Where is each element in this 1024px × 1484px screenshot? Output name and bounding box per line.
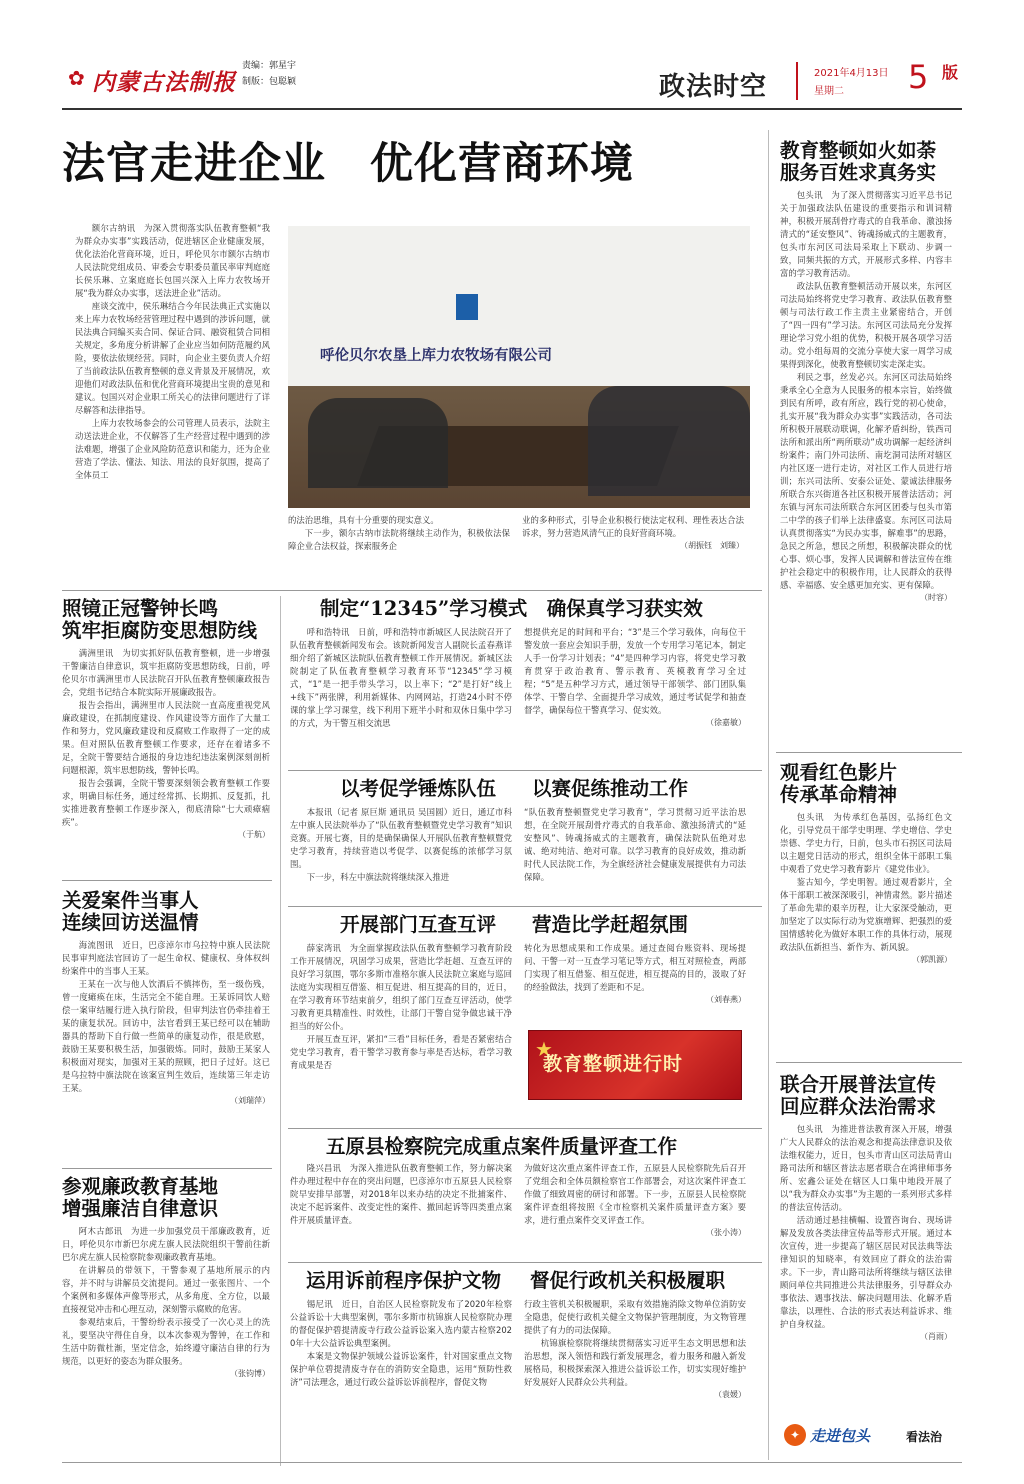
article-title: 连续回访送温情: [62, 911, 199, 935]
right-article-3: [780, 1074, 952, 1342]
baotou-logo-icon: ✦: [784, 1424, 806, 1446]
issue-weekday: 星期二: [814, 86, 844, 97]
center-rule-4: [288, 1262, 762, 1263]
issue-date: 2021年4月13日: [814, 68, 889, 79]
center-article-8-text: [524, 1298, 746, 1400]
walk-into-baotou-banner: [784, 1422, 962, 1452]
article-paragraph: 锡尼讯 近日，自治区人民检察院发布了2020年检察公益诉讼十大典型案例，鄂尔多斯市杭锦旗人民检察院办理的督促保护碧提清废寺行政公益诉讼案入选内蒙古检察2020年十大公益诉讼典型案例。: [290, 1299, 512, 1348]
lead-byline: （胡振钰 刘臻）: [680, 541, 744, 550]
center-article-8-title: 督促行政机关积极履职: [530, 1269, 726, 1292]
right-column-divider: [768, 130, 769, 1460]
article-paragraph: 隆兴昌讯 为深入推进队伍教育整顿工作，努力解决案件办理过程中存在的突出问题，巴彦淖尔市五原县人民检察院早安排早部署，对2018年以来办结的决定不批捕案件、决定不起诉案件、改变定性的案件、撤回起诉等四类重点案件开展质量评查。: [290, 1163, 512, 1225]
center-article-4-text: [290, 942, 512, 1072]
banner-tagline: 看法治: [906, 1430, 943, 1444]
article-paragraph: 参观结束后，干警纷纷表示接受了一次心灵上的洗礼，要坚决守得住自身，以本次参观为警钟，在工作和生活中防微杜渐，坚定信念，始终遵守廉洁自律的行为规范，以更好的姿态为群众服务。: [62, 1316, 270, 1366]
center-article-6-title: 五原县检察院完成重点案件质量评查工作: [326, 1135, 678, 1158]
page-bottom-rule: [62, 1462, 962, 1463]
center-rule-1: [288, 770, 762, 771]
article-paragraph: 报告会指出，满洲里市人民法院一直高度重视党风廉政建设，在抓制度建设、作风建设等方面作了大量工作和努力，党风廉政建设和反腐败工作取得了一定的成果。但对照队伍教育整顿工作要求，还存在着诸多不足，全院干警要结合通报的身边违纪违法案例深刻剖析问题根源，筑牢思想防线，警钟长鸣。: [62, 699, 270, 775]
center-rule-2: [288, 906, 762, 907]
article-byline: （徐嘉敏）: [706, 718, 746, 727]
lead-paragraph: 下一步，额尔古纳市法院将继续主动作为，积极依法保障企业合法权益，探索服务企: [288, 528, 510, 551]
left-rule-1: [62, 880, 272, 881]
left-article-3: [62, 1176, 270, 1379]
center-article-5-title: 营造比学赶超氛围: [532, 913, 689, 936]
article-paragraph: 海流图讯 近日，巴彦淖尔市乌拉特中旗人民法院民事审判庭法官回访了一起生命权、健康权、身体权纠纷案件中的当事人王某。: [62, 939, 270, 976]
photo-people-right: [588, 386, 750, 496]
photo-people-left: [308, 398, 448, 488]
center-rule-3: [288, 1128, 762, 1129]
center-article-2-title: 以考促学锤炼队伍: [340, 777, 497, 800]
article-byline: （肖雨）: [920, 1331, 952, 1341]
article-paragraph: 呼和浩特讯 日前，呼和浩特市新城区人民法院召开了队伍教育整顿新闻发布会。该院新闻发言人副院长孟春燕详细介绍了新城区法院队伍教育整顿工作开展情况。新城区法院制定了队伍教育整顿学习教育环节“12345”学习模式，“1”是一把手带头学习，以上率下；“2”是打好“线上+线下”两张牌，利用新媒体、内网网站，打造24小时不停课的掌上学习课堂，线下利用下班半小时和双休日集中学习的方式，为干警互相交流思: [290, 627, 512, 728]
center-article-6-right: [524, 1162, 746, 1238]
editor-credit: 责编：郭星宇: [242, 61, 297, 71]
article-paragraph: 为做好这次重点案件评查工作，五原县人民检察院先后召开了党组会和全体员额检察官工作部署会，对这次案件评查工作做了细致周密的研讨和部署。下一步，五原县人民检察院案件评查组将按照《全市检察机关案件质量评查方案》要求，进行重点案件交叉评查工作。: [524, 1163, 746, 1225]
lead-paragraph: 座谈交流中，侯乐琳结合今年民法典正式实施以来上库力农牧场经营管理过程中遇到的涉诉问题，就民法典合同编买卖合同、保证合同、融资租赁合同相关规定，多角度分析讲解了企业应当如何防范履约风险，要依法依规经营。同时，向企业主要负责人介绍了当前政法队伍教育整顿的意义背景及开展情况，欢迎他们对政法队伍和优化营商环境提出宝贵的意见和建议。包国兴对企业职工所关心的法律问题进行了详尽解答和法律指导。: [75, 301, 270, 415]
lead-title: 法官走进企业 优化营商环境: [62, 139, 634, 189]
center-article-5-text: [524, 942, 746, 1005]
article-paragraph: 政法队伍教育整顿活动开展以来，东河区司法局始终将党史学习教育、政法队伍教育整顿与司法行政工作主责主业紧密结合，开创了“四一四有”学习法。东河区司法局充分发挥理论学习党小组的优势，积极开展各项学习活动。党小组每周的交流分享使大家一周学习成果得到深化，使教育整顿切实走深走实。: [780, 280, 952, 369]
article-paragraph: 包头讯 为推进普法教育深入开展，增强广大人民群众的法治观念和提高法律意识及依法维权能力，近日，包头市青山区司法局青山路司法所和辖区普法志愿者联合在鸿律师事务所、宏鑫公证处在辖区人口集中地段开展了以“我为群众办实事”为主题的一系列形式多样的普法宣传活动。: [780, 1123, 952, 1212]
article-paragraph: 活动通过悬挂横幅、设置咨询台、现场讲解及发放各类法律宣传品等形式开展。通过本次宣传，进一步提高了辖区居民对民法典等法律知识的知晓率，有效回应了群众的法治需求。下一步，青山路司法所将继续与辖区法律顾问单位共同推进公共法律服务，引导群众办事依法、遇事找法、解决问题用法、化解矛盾靠法，以理性、合法的形式表达利益诉求、维护自身权益。: [780, 1214, 952, 1329]
center-article-3-title: 以赛促练推动工作: [532, 777, 689, 800]
article-title: 回应群众法治需求: [780, 1095, 937, 1119]
center-article-1-left: [290, 626, 512, 730]
lead-bottom-rule: [62, 590, 762, 591]
lead-paragraph: 上库力农牧场参会的公司管理人员表示，法院主动送法进企业，不仅解答了生产经营过程中遇到的涉法难题，增强了企业风险防范意识和能力，还为企业营造了学法、懂法、知法、用法的良好氛围，提高了全体员工: [75, 418, 270, 480]
page-suffix: 版: [942, 63, 959, 82]
center-article-7-text: [290, 1298, 512, 1389]
center-article-4-title: 开展部门互查互评: [340, 913, 497, 936]
right-article-1: [780, 140, 952, 603]
article-paragraph: 本案是文物保护领域公益诉讼案件，针对国家重点文物保护单位碧提清废寺存在的消防安全隐患，运用“预防性救济”司法理念，通过行政公益诉讼诉前程序，督促文物: [290, 1351, 512, 1387]
page-number: 5: [908, 58, 929, 96]
article-title: 关爱案件当事人: [62, 889, 199, 912]
article-title: 服务百姓求真务实: [780, 161, 937, 185]
left-rule-2: [62, 1168, 272, 1169]
article-paragraph: 在讲解员的带领下，干警参观了基地所展示的内容，并不时与讲解员交流提问。通过一张张图片、一个个案例和多媒体声像等形式，从多角度、全方位，以最直接视觉冲击和心理互动，深刻警示腐败的危害。: [62, 1264, 270, 1314]
photo-sign-text: 呼伦贝尔农垦上库力农牧场有限公司: [320, 348, 552, 364]
article-paragraph: 利民之事，丝发必兴。东河区司法局始终秉承全心全意为人民服务的根本宗旨，始终做到民有所呼，政有所应，践行党的初心使命，扎实开展“我为群众办实事”实践活动，各司法所积极开展联动联调，化解矛盾纠纷，铁西司法所和派出所“两所联动”成功调解一起经济纠纷案件；南门外司法所、南圪洞司法所对辖区内社区逐一进行走访，对社区工作人员进行培训；东兴司法所、安泰公证处、蒙诚法律服务所联合东兴街道各社区积极开展普法活动；河东镇与河东司法所联合东河区团委与包头市第二中学的孩子们举上法律盛宴。东河区司法局认真贯彻落实“为民办实事，解难事”的思路，急民之所急，想民之所想，积极解决群众的忧心事、烦心事，发挥人民调解和普法宣传在维护社会稳定中的积极作用，让人民群众的获得感、幸福感、安全感更加充实、更有保障。: [780, 371, 952, 590]
banner-logo-text: 走进包头: [810, 1427, 871, 1445]
banner-title: 教育整顿进行时: [543, 1053, 684, 1075]
article-paragraph: 包头讯 为传承红色基因，弘扬红色文化，引导党员干部学史明理、学史增信、学史崇德、学史力行，日前，包头市石拐区司法局以主题党日活动的形式，组织全体干部职工集中观看了党史学习教育影片《建党伟业》。: [780, 811, 952, 874]
masthead: [62, 58, 962, 108]
center-article-3-text: [524, 806, 746, 884]
article-byline: （郭凯源）: [912, 954, 952, 964]
article-title: 照镜正冠警钟长鸣: [62, 597, 219, 620]
center-article-1-right: [524, 626, 746, 728]
article-paragraph: 转化为思想成果和工作成果。通过查阅台账资料、现场提问、干警一对一互查学习笔记等方式，相互对照检查，两部门实现了相互借鉴、相互促进，相互提高的目的，汲取了好的经验做法，找到了差距和不足。: [524, 943, 746, 992]
lead-paragraph: 业的多种形式，引导企业积极行使法定权利、理性表达合法诉求，努力营造风清气正的良好营商环境。: [522, 515, 744, 538]
center-article-6-left: [290, 1162, 512, 1227]
left-column-divider: [280, 596, 281, 1466]
lead-paragraph: 的法治思维，具有十分重要的现实意义。: [288, 515, 439, 525]
center-article-7-title: 运用诉前程序保护文物: [306, 1269, 502, 1292]
article-title: 教育整顿如火如荼: [780, 139, 937, 162]
article-paragraph: 报告会强调，全院干警要深刻领会教育整顿工作要求，明确目标任务，通过经常抓、长期抓、反复抓，扎实推进教育整顿工作逐步深入，彻底清除“七大顽瘴痼疾”。: [62, 777, 270, 827]
right-rule-1: [776, 752, 962, 753]
article-paragraph: 开展互查互评，紧扣“三看”目标任务，看是否紧密结合党史学习教育，看干警学习教育参与率是否达标，看学习教育成果是否: [290, 1034, 512, 1070]
right-rule-2: [776, 1062, 962, 1063]
article-paragraph: 鉴古知今，学史明智。通过观看影片，全体干部职工被深深吸引，神情肃然。影片描述了革命先辈的艰辛历程，让大家深受触动，更加坚定了以实际行动为党旗增辉、把强烈的爱国情感转化为做好本职工作的具体行动，展现政法队伍新担当、新作为、新风貌。: [780, 876, 952, 952]
center-article-2-text: [290, 806, 512, 884]
masthead-divider: [796, 62, 798, 100]
emblem-icon: ★: [535, 1037, 553, 1061]
article-title: 观看红色影片: [780, 761, 898, 784]
masthead-rule: [62, 108, 962, 110]
left-article-2: [62, 890, 270, 1106]
article-byline: （于航）: [238, 829, 270, 839]
article-paragraph: 想提供充足的时间和平台；“3”是三个学习载体，向每位干警发放一套应会知识手册，发放一个专用学习笔记本，制定人手一份学习计划表；“4”是四种学习内容，将党史学习教育贯穿于政治教育、警示教育、英模教育学习全过程；“5”是五种学习方式，通过领导干部领学、部门团队集体学、干警自学、全面提升学习成效，通过考试促学和抽查督学，确保每位干警真学习、促实效。: [524, 627, 746, 715]
article-byline: （张小涛）: [706, 1228, 746, 1237]
right-article-2: [780, 762, 952, 965]
article-paragraph: 行政主管机关积极履职，采取有效措施消除文物单位消防安全隐患，促使行政机关健全文物保护管理制度，为文物管理提供了有力的司法保障。: [524, 1299, 746, 1335]
left-article-1: [62, 598, 270, 840]
article-paragraph: 包头讯 为了深入贯彻落实习近平总书记关于加强政法队伍建设的重要指示和训词精神，积极开展刮骨疗毒式的自我革命、激浊扬清式的“延安整风”、铸魂扬威式的主题教育，包头市东河区司法局采取上下联动、步调一致，同频共振的方式，开展形式多样、内容丰富的学习教育活动。: [780, 189, 952, 278]
article-title: 传承革命精神: [780, 783, 898, 807]
article-title: 联合开展普法宣传: [780, 1073, 937, 1096]
article-title: 增强廉洁自律意识: [62, 1197, 219, 1221]
article-paragraph: 薛家湾讯 为全面掌握政法队伍教育整顿学习教育阶段工作开展情况，巩固学习成果，营造比学赶超、互查互评的良好学习氛围，鄂尔多斯市准格尔旗人民法院立案庭与巡回法庭为实现相互借鉴、相互促进、相互提高的目的，近日，在学习教育环节结束前夕，组织了部门互查互评活动，使学习教育更具精准性、时效性，让部门干警自觉争做忠诚干净担当的好公仆。: [290, 943, 512, 1031]
article-paragraph: 王某在一次与他人饮酒后不慎摔伤，至一级伤残，曾一度瘫痪在床，生活完全不能自理。王某诉同饮人赔偿一案审结履行进入执行阶段，但审判法官仍牵挂着王某的康复状况。回访中，法官看到王某已经可以在辅助器具的帮助下自行做一些简单的康复动作，很是欣慰，鼓励王某要积极生活，加强锻炼。同时，鼓励王某家人积极面对现实，加强对王某的照顾，把日子过好。这已是乌拉特中旗法院在该案宣判生效后，连续第三年走访王某。: [62, 978, 270, 1093]
center-article-1-title: 制定“12345”学习模式 确保真学习获实效: [320, 597, 703, 620]
photo-logo-block: [456, 294, 478, 320]
article-byline: （时容）: [920, 592, 952, 602]
lead-photo: [288, 226, 750, 508]
article-paragraph: 本报讯（记者 原巨斯 通讯员 吴国圆）近日，通辽市科左中旗人民法院举办了“队伍教育整顿暨党史学习教育”知识竞赛。开展七赛，目的是确保确保人开展队伍教育整顿暨党史学习教育，持续营造以考促学、以赛促练的浓郁学习氛围。: [290, 807, 512, 869]
designer-credit: 制版：包聪颖: [242, 77, 297, 87]
article-title: 参观廉政教育基地: [62, 1175, 219, 1198]
lead-text-mid: [288, 514, 510, 553]
article-paragraph: “队伍教育整顿暨党史学习教育”，学习贯彻习近平法治思想，在全院开展刮骨疗毒式的自我革命、激浊扬清式的“延安整风”、铸魂扬威式的主题教育，确保法院队伍绝对忠诚、绝对纯洁、绝对可靠。以学习教育的良好成效，推动新时代人民法院工作，为全旗经济社会健康发展提供有力司法保障。: [524, 807, 746, 882]
article-paragraph: 满洲里讯 为切实抓好队伍教育整顿，进一步增强干警廉洁自律意识，筑牢拒腐防变思想防线，日前，呼伦贝尔市满洲里市人民法院召开队伍教育整顿廉政报告会，党组书记结合本院实际开展廉政报告。: [62, 647, 270, 697]
article-title: 筑牢拒腐防变思想防线: [62, 619, 258, 643]
article-paragraph: 阿木古郎讯 为进一步加强党员干部廉政教育，近日，呼伦贝尔市新巴尔虎左旗人民法院组织干警前往新巴尔虎左旗人民检察院参观廉政教育基地。: [62, 1225, 270, 1262]
education-banner: [528, 1030, 742, 1100]
article-paragraph: 下一步，科左中旗法院将继续深入推进: [306, 872, 450, 882]
article-byline: （刘春燕）: [706, 995, 746, 1004]
article-paragraph: 杭锦旗检察院将继续贯彻落实习近平生态文明思想和法治思想，深入领悟和践行新发展理念，着力服务和融入新发展格局，积极探索深入推进公益诉讼工作，切实实现好维护好发展好人民群众公共利益。: [524, 1338, 746, 1387]
article-byline: （刘瑞萍）: [230, 1095, 270, 1105]
article-byline: （张钧博）: [230, 1368, 270, 1378]
paper-name: 内蒙古法制报: [92, 69, 236, 96]
lead-text-left: [75, 222, 270, 482]
paper-logo-icon: ✿: [68, 66, 85, 90]
lead-paragraph: 额尔古纳讯 为深入贯彻落实队伍教育整顿“我为群众办实事”实践活动，促进辖区企业健康发展，优化法治化营商环境，近日，呼伦贝尔市额尔古纳市人民法院党组成员、审委会专职委员董民率审判庭庭长侯乐琳、立案庭庭长包国兴深入上库力农牧场开展“我为群众办实事，送法进企业”活动。: [75, 223, 270, 298]
lead-text-right: [522, 514, 744, 551]
article-byline: （袁媛）: [714, 1390, 746, 1399]
section-title: 政法时空: [659, 72, 768, 102]
